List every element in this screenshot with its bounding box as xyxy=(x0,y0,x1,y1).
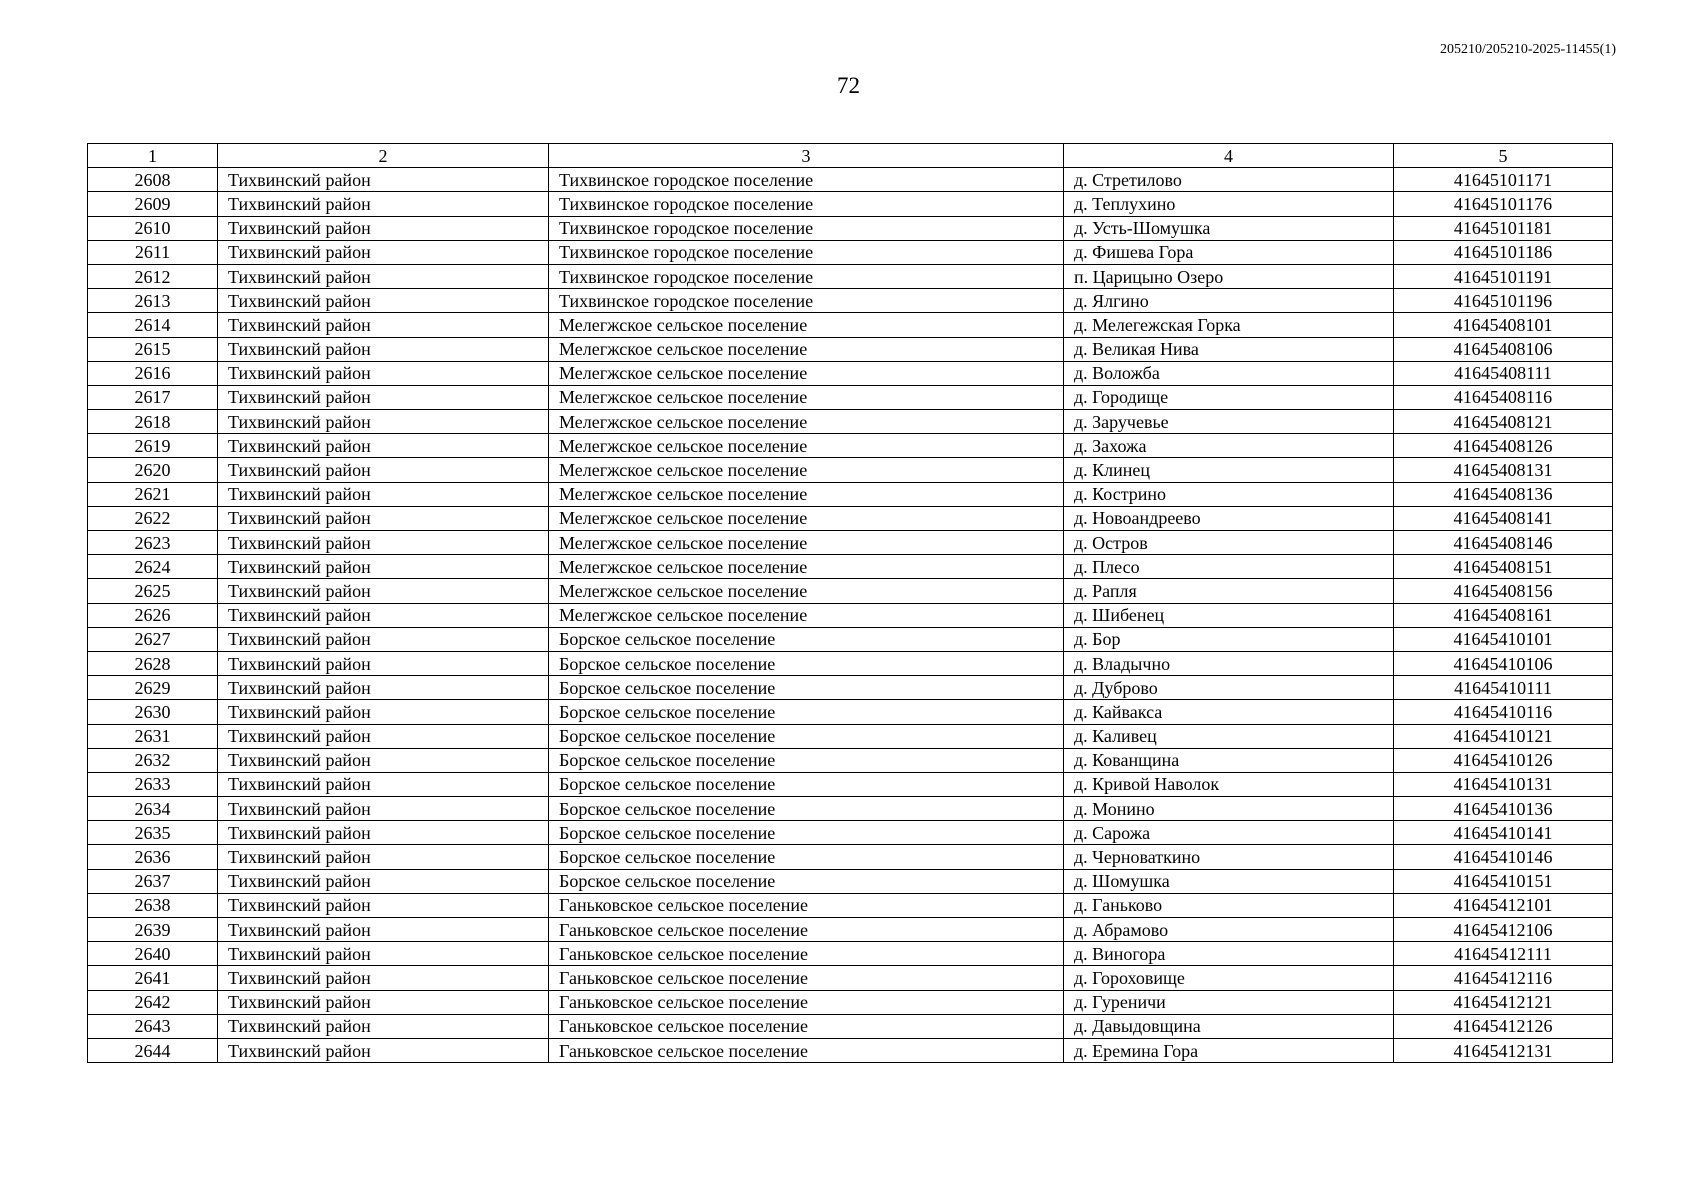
table-row xyxy=(88,676,1613,700)
oktmo-code-cell: 41645408106 xyxy=(1394,337,1613,361)
oktmo-code-cell: 41645408156 xyxy=(1394,579,1613,603)
table-row xyxy=(88,264,1613,288)
oktmo-code-cell: 41645412106 xyxy=(1394,918,1613,942)
settlement-cell: Борское сельское поселение xyxy=(549,676,1064,700)
locality-cell: д. Монино xyxy=(1064,797,1394,821)
table-row xyxy=(88,458,1613,482)
table-row xyxy=(88,579,1613,603)
settlement-cell: Мелегжское сельское поселение xyxy=(549,385,1064,409)
district-cell: Тихвинский район xyxy=(218,724,549,748)
district-cell: Тихвинский район xyxy=(218,942,549,966)
table-row xyxy=(88,482,1613,506)
locality-cell: д. Городище xyxy=(1064,385,1394,409)
district-cell: Тихвинский район xyxy=(218,603,549,627)
oktmo-code-cell: 41645410146 xyxy=(1394,845,1613,869)
table-row xyxy=(88,337,1613,361)
table-row xyxy=(88,966,1613,990)
table-row xyxy=(88,603,1613,627)
district-cell: Тихвинский район xyxy=(218,893,549,917)
row-number-cell: 2623 xyxy=(88,531,218,555)
district-cell: Тихвинский район xyxy=(218,869,549,893)
table-row xyxy=(88,748,1613,772)
table-row xyxy=(88,772,1613,796)
settlement-cell: Ганьковское сельское поселение xyxy=(549,893,1064,917)
row-number-cell: 2628 xyxy=(88,651,218,675)
oktmo-code-cell: 41645412131 xyxy=(1394,1038,1613,1062)
settlement-cell: Ганьковское сельское поселение xyxy=(549,990,1064,1014)
row-number-cell: 2640 xyxy=(88,942,218,966)
settlement-cell: Мелегжское сельское поселение xyxy=(549,603,1064,627)
district-cell: Тихвинский район xyxy=(218,264,549,288)
table-row xyxy=(88,893,1613,917)
table-row xyxy=(88,869,1613,893)
settlement-cell: Тихвинское городское поселение xyxy=(549,216,1064,240)
locality-cell: д. Давыдовщина xyxy=(1064,1014,1394,1038)
table-row xyxy=(88,990,1613,1014)
table-row xyxy=(88,797,1613,821)
row-number-cell: 2632 xyxy=(88,748,218,772)
row-number-cell: 2631 xyxy=(88,724,218,748)
locality-cell: д. Черноваткино xyxy=(1064,845,1394,869)
settlement-cell: Мелегжское сельское поселение xyxy=(549,579,1064,603)
row-number-cell: 2620 xyxy=(88,458,218,482)
oktmo-code-cell: 41645410116 xyxy=(1394,700,1613,724)
row-number-cell: 2624 xyxy=(88,555,218,579)
district-cell: Тихвинский район xyxy=(218,918,549,942)
table-row xyxy=(88,821,1613,845)
district-cell: Тихвинский район xyxy=(218,434,549,458)
oktmo-code-cell: 41645408131 xyxy=(1394,458,1613,482)
oktmo-code-cell: 41645408146 xyxy=(1394,531,1613,555)
oktmo-code-cell: 41645408101 xyxy=(1394,313,1613,337)
settlement-cell: Ганьковское сельское поселение xyxy=(549,1014,1064,1038)
row-number-cell: 2615 xyxy=(88,337,218,361)
locality-cell: д. Новоандреево xyxy=(1064,506,1394,530)
locality-cell: д. Кайвакса xyxy=(1064,700,1394,724)
column-header-3: 3 xyxy=(549,144,1064,168)
locality-cell: д. Захожа xyxy=(1064,434,1394,458)
district-cell: Тихвинский район xyxy=(218,845,549,869)
district-cell: Тихвинский район xyxy=(218,506,549,530)
row-number-cell: 2636 xyxy=(88,845,218,869)
settlement-cell: Ганьковское сельское поселение xyxy=(549,966,1064,990)
locality-cell: д. Великая Нива xyxy=(1064,337,1394,361)
locality-cell: д. Кованщина xyxy=(1064,748,1394,772)
table-row xyxy=(88,531,1613,555)
oktmo-code-cell: 41645408161 xyxy=(1394,603,1613,627)
settlement-cell: Борское сельское поселение xyxy=(549,869,1064,893)
row-number-cell: 2638 xyxy=(88,893,218,917)
district-cell: Тихвинский район xyxy=(218,627,549,651)
oktmo-code-cell: 41645101171 xyxy=(1394,168,1613,192)
settlements-table xyxy=(87,143,1613,1063)
oktmo-code-cell: 41645101186 xyxy=(1394,240,1613,264)
locality-cell: д. Шибенец xyxy=(1064,603,1394,627)
district-cell: Тихвинский район xyxy=(218,966,549,990)
district-cell: Тихвинский район xyxy=(218,337,549,361)
settlement-cell: Борское сельское поселение xyxy=(549,700,1064,724)
settlement-cell: Ганьковское сельское поселение xyxy=(549,918,1064,942)
settlement-cell: Борское сельское поселение xyxy=(549,845,1064,869)
oktmo-code-cell: 41645412126 xyxy=(1394,1014,1613,1038)
district-cell: Тихвинский район xyxy=(218,240,549,264)
district-cell: Тихвинский район xyxy=(218,482,549,506)
table-row xyxy=(88,289,1613,313)
oktmo-code-cell: 41645410101 xyxy=(1394,627,1613,651)
settlement-cell: Борское сельское поселение xyxy=(549,627,1064,651)
oktmo-code-cell: 41645408126 xyxy=(1394,434,1613,458)
settlement-cell: Мелегжское сельское поселение xyxy=(549,531,1064,555)
row-number-cell: 2633 xyxy=(88,772,218,796)
locality-cell: д. Гуреничи xyxy=(1064,990,1394,1014)
locality-cell: д. Кострино xyxy=(1064,482,1394,506)
row-number-cell: 2635 xyxy=(88,821,218,845)
table-row xyxy=(88,700,1613,724)
table-row xyxy=(88,216,1613,240)
locality-cell: д. Воложба xyxy=(1064,361,1394,385)
row-number-cell: 2630 xyxy=(88,700,218,724)
district-cell: Тихвинский район xyxy=(218,797,549,821)
district-cell: Тихвинский район xyxy=(218,676,549,700)
oktmo-code-cell: 41645410141 xyxy=(1394,821,1613,845)
oktmo-code-cell: 41645410136 xyxy=(1394,797,1613,821)
locality-cell: д. Теплухино xyxy=(1064,192,1394,216)
settlement-cell: Тихвинское городское поселение xyxy=(549,289,1064,313)
table-row xyxy=(88,724,1613,748)
table-row xyxy=(88,627,1613,651)
locality-cell: д. Заручевье xyxy=(1064,410,1394,434)
settlement-cell: Мелегжское сельское поселение xyxy=(549,313,1064,337)
settlement-cell: Борское сельское поселение xyxy=(549,748,1064,772)
oktmo-code-cell: 41645101191 xyxy=(1394,264,1613,288)
row-number-cell: 2617 xyxy=(88,385,218,409)
locality-cell: д. Еремина Гора xyxy=(1064,1038,1394,1062)
column-header-5: 5 xyxy=(1394,144,1613,168)
oktmo-code-cell: 41645410126 xyxy=(1394,748,1613,772)
district-cell: Тихвинский район xyxy=(218,555,549,579)
table-row xyxy=(88,168,1613,192)
locality-cell: д. Ялгино xyxy=(1064,289,1394,313)
district-cell: Тихвинский район xyxy=(218,216,549,240)
locality-cell: д. Сарожа xyxy=(1064,821,1394,845)
table-row xyxy=(88,361,1613,385)
table-row xyxy=(88,1014,1613,1038)
row-number-cell: 2627 xyxy=(88,627,218,651)
oktmo-code-cell: 41645410131 xyxy=(1394,772,1613,796)
district-cell: Тихвинский район xyxy=(218,772,549,796)
locality-cell: д. Рапля xyxy=(1064,579,1394,603)
district-cell: Тихвинский район xyxy=(218,361,549,385)
locality-cell: д. Абрамово xyxy=(1064,918,1394,942)
settlement-cell: Мелегжское сельское поселение xyxy=(549,434,1064,458)
row-number-cell: 2619 xyxy=(88,434,218,458)
row-number-cell: 2612 xyxy=(88,264,218,288)
locality-cell: д. Виногора xyxy=(1064,942,1394,966)
table-row xyxy=(88,942,1613,966)
oktmo-code-cell: 41645412116 xyxy=(1394,966,1613,990)
district-cell: Тихвинский район xyxy=(218,410,549,434)
oktmo-code-cell: 41645408136 xyxy=(1394,482,1613,506)
locality-cell: п. Царицыно Озеро xyxy=(1064,264,1394,288)
district-cell: Тихвинский район xyxy=(218,385,549,409)
locality-cell: д. Остров xyxy=(1064,531,1394,555)
table-row xyxy=(88,192,1613,216)
locality-cell: д. Клинец xyxy=(1064,458,1394,482)
table-row xyxy=(88,845,1613,869)
row-number-cell: 2613 xyxy=(88,289,218,313)
locality-cell: д. Ганьково xyxy=(1064,893,1394,917)
row-number-cell: 2625 xyxy=(88,579,218,603)
district-cell: Тихвинский район xyxy=(218,651,549,675)
locality-cell: д. Кривой Наволок xyxy=(1064,772,1394,796)
oktmo-code-cell: 41645412101 xyxy=(1394,893,1613,917)
oktmo-code-cell: 41645410106 xyxy=(1394,651,1613,675)
settlement-cell: Борское сельское поселение xyxy=(549,724,1064,748)
settlement-cell: Борское сельское поселение xyxy=(549,821,1064,845)
table-row xyxy=(88,651,1613,675)
district-cell: Тихвинский район xyxy=(218,192,549,216)
settlement-cell: Мелегжское сельское поселение xyxy=(549,410,1064,434)
oktmo-code-cell: 41645412111 xyxy=(1394,942,1613,966)
district-cell: Тихвинский район xyxy=(218,700,549,724)
oktmo-code-cell: 41645101181 xyxy=(1394,216,1613,240)
district-cell: Тихвинский район xyxy=(218,289,549,313)
settlement-cell: Мелегжское сельское поселение xyxy=(549,458,1064,482)
column-header-2: 2 xyxy=(218,144,549,168)
district-cell: Тихвинский район xyxy=(218,168,549,192)
settlement-cell: Мелегжское сельское поселение xyxy=(549,361,1064,385)
document-id: 205210/205210-2025-11455(1) xyxy=(1439,42,1616,57)
row-number-cell: 2634 xyxy=(88,797,218,821)
locality-cell: д. Гороховище xyxy=(1064,966,1394,990)
settlement-cell: Борское сельское поселение xyxy=(549,772,1064,796)
oktmo-code-cell: 41645412121 xyxy=(1394,990,1613,1014)
row-number-cell: 2621 xyxy=(88,482,218,506)
settlement-cell: Мелегжское сельское поселение xyxy=(549,337,1064,361)
district-cell: Тихвинский район xyxy=(218,821,549,845)
oktmo-code-cell: 41645408141 xyxy=(1394,506,1613,530)
locality-cell: д. Бор xyxy=(1064,627,1394,651)
row-number-cell: 2616 xyxy=(88,361,218,385)
oktmo-code-cell: 41645408116 xyxy=(1394,385,1613,409)
locality-cell: д. Дуброво xyxy=(1064,676,1394,700)
table-row xyxy=(88,434,1613,458)
row-number-cell: 2622 xyxy=(88,506,218,530)
oktmo-code-cell: 41645410151 xyxy=(1394,869,1613,893)
district-cell: Тихвинский район xyxy=(218,1014,549,1038)
row-number-cell: 2618 xyxy=(88,410,218,434)
oktmo-code-cell: 41645101196 xyxy=(1394,289,1613,313)
settlement-cell: Мелегжское сельское поселение xyxy=(549,506,1064,530)
row-number-cell: 2629 xyxy=(88,676,218,700)
district-cell: Тихвинский район xyxy=(218,579,549,603)
settlement-cell: Ганьковское сельское поселение xyxy=(549,942,1064,966)
oktmo-code-cell: 41645101176 xyxy=(1394,192,1613,216)
district-cell: Тихвинский район xyxy=(218,748,549,772)
page-number: 72 xyxy=(837,73,860,98)
row-number-cell: 2611 xyxy=(88,240,218,264)
settlement-cell: Тихвинское городское поселение xyxy=(549,168,1064,192)
district-cell: Тихвинский район xyxy=(218,313,549,337)
row-number-cell: 2642 xyxy=(88,990,218,1014)
settlement-cell: Борское сельское поселение xyxy=(549,651,1064,675)
table-row xyxy=(88,1038,1613,1062)
oktmo-code-cell: 41645408151 xyxy=(1394,555,1613,579)
table-row xyxy=(88,385,1613,409)
table-row xyxy=(88,410,1613,434)
settlement-cell: Тихвинское городское поселение xyxy=(549,192,1064,216)
settlement-cell: Тихвинское городское поселение xyxy=(549,264,1064,288)
district-cell: Тихвинский район xyxy=(218,531,549,555)
locality-cell: д. Мелегежская Горка xyxy=(1064,313,1394,337)
oktmo-code-cell: 41645408111 xyxy=(1394,361,1613,385)
district-cell: Тихвинский район xyxy=(218,990,549,1014)
oktmo-code-cell: 41645410121 xyxy=(1394,724,1613,748)
locality-cell: д. Каливец xyxy=(1064,724,1394,748)
settlement-cell: Тихвинское городское поселение xyxy=(549,240,1064,264)
locality-cell: д. Плесо xyxy=(1064,555,1394,579)
column-header-4: 4 xyxy=(1064,144,1394,168)
row-number-cell: 2614 xyxy=(88,313,218,337)
table-row xyxy=(88,506,1613,530)
locality-cell: д. Фишева Гора xyxy=(1064,240,1394,264)
table-row xyxy=(88,918,1613,942)
table-row xyxy=(88,313,1613,337)
table-row xyxy=(88,240,1613,264)
row-number-cell: 2639 xyxy=(88,918,218,942)
column-header-1: 1 xyxy=(88,144,218,168)
row-number-cell: 2626 xyxy=(88,603,218,627)
locality-cell: д. Усть-Шомушка xyxy=(1064,216,1394,240)
settlement-cell: Мелегжское сельское поселение xyxy=(549,555,1064,579)
locality-cell: д. Шомушка xyxy=(1064,869,1394,893)
district-cell: Тихвинский район xyxy=(218,1038,549,1062)
row-number-cell: 2644 xyxy=(88,1038,218,1062)
settlement-cell: Борское сельское поселение xyxy=(549,797,1064,821)
district-cell: Тихвинский район xyxy=(218,458,549,482)
row-number-cell: 2609 xyxy=(88,192,218,216)
locality-cell: д. Владычно xyxy=(1064,651,1394,675)
oktmo-code-cell: 41645408121 xyxy=(1394,410,1613,434)
row-number-cell: 2608 xyxy=(88,168,218,192)
settlement-cell: Ганьковское сельское поселение xyxy=(549,1038,1064,1062)
table-row xyxy=(88,555,1613,579)
settlement-cell: Мелегжское сельское поселение xyxy=(549,482,1064,506)
table-header-row xyxy=(88,144,1613,168)
oktmo-code-cell: 41645410111 xyxy=(1394,676,1613,700)
row-number-cell: 2610 xyxy=(88,216,218,240)
row-number-cell: 2641 xyxy=(88,966,218,990)
row-number-cell: 2637 xyxy=(88,869,218,893)
row-number-cell: 2643 xyxy=(88,1014,218,1038)
table-body xyxy=(88,168,1613,1063)
locality-cell: д. Стретилово xyxy=(1064,168,1394,192)
